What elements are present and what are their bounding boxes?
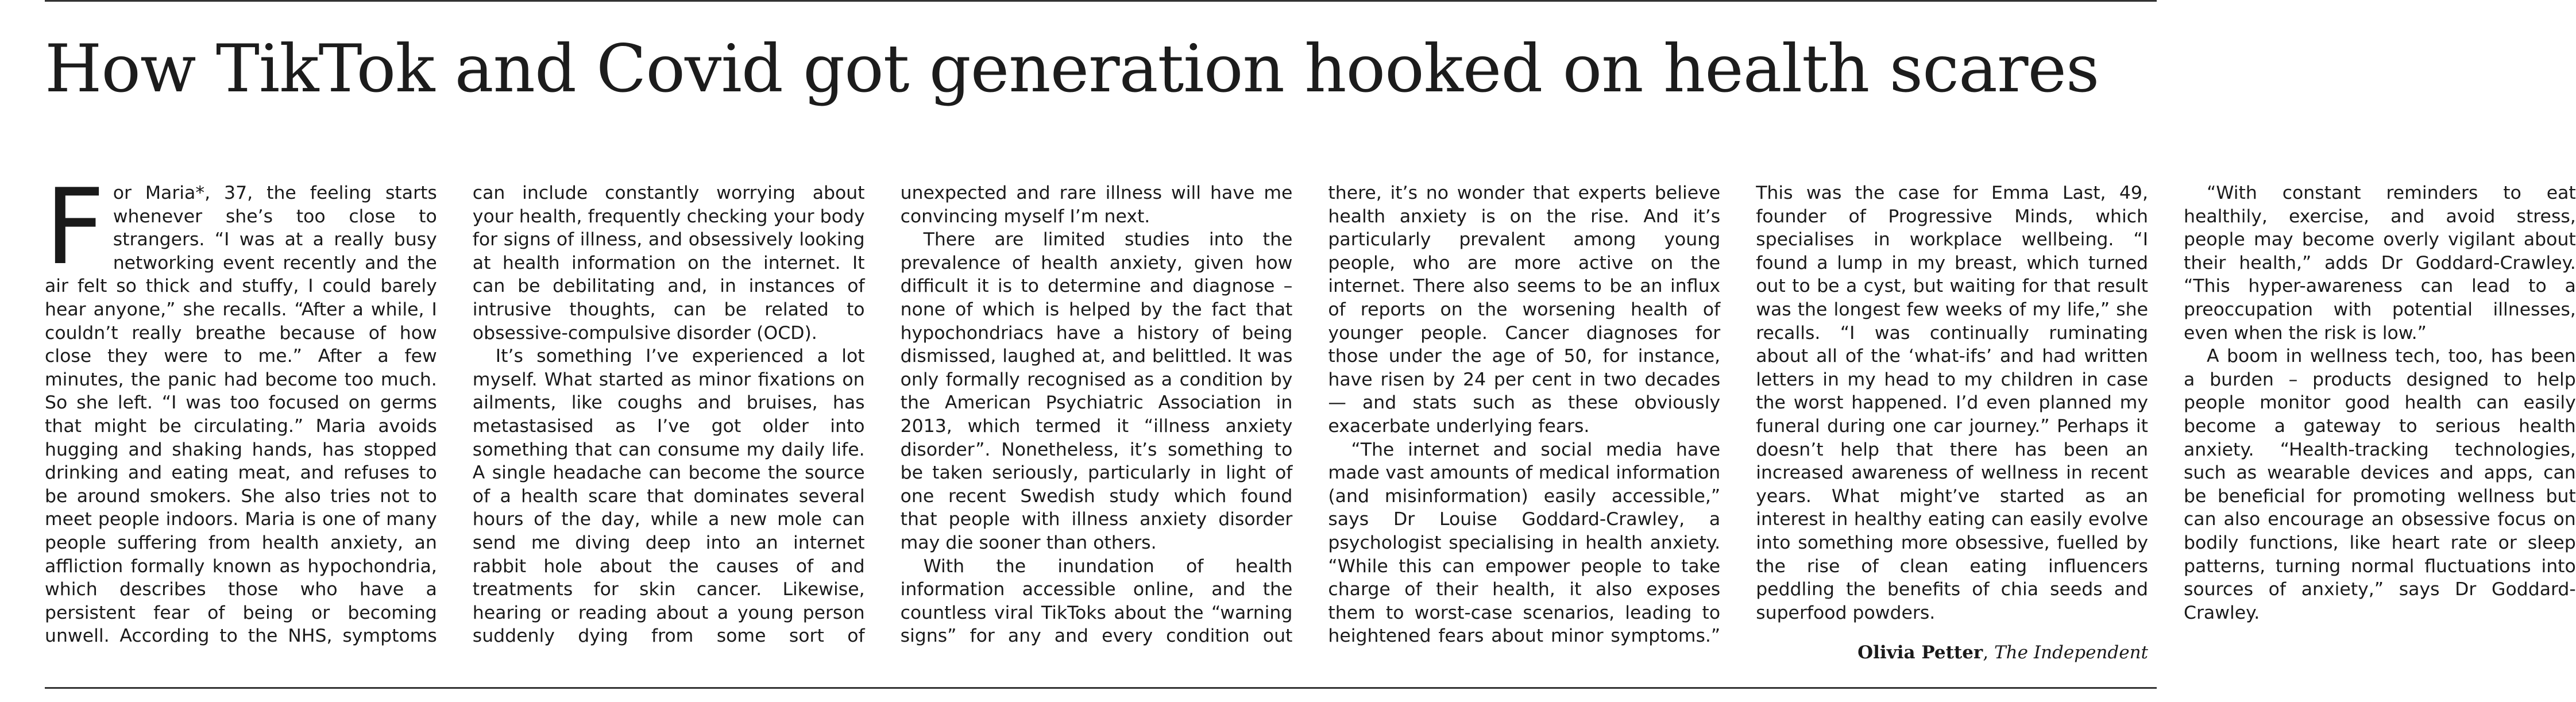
article-paragraph: There are limited studies into the prevalence of health anxiety, given how difficult it is to determine and diagnose – none of which is helped by the fact that hypochondriacs have a history of being dismissed, laughed at, and belittled. It was only formally recognised as a condition by the American Psychiatric Association in 2013, which termed it “illness anxiety disorder”. Nonetheless, it’s something to be taken seriously, particularly in light of one recent Swedish study which found that people with illness anxiety disorder may die sooner than others. [900, 229, 1293, 553]
first-paragraph-text: or Maria*, 37, the feeling starts whenever she’s too close to strangers. “I was at a really busy networking event recently and the air felt so thick and stuffy, I could barely hear anyone,” she recalls. “After a while, I couldn’t really breathe because of how close they were to me.” After a few minutes, the panic had become too much. So she left. “I was too focused on germs that might be circulating.” Maria avoids hugging and shaking hands, has stopped drinking and eating meat, and refuses to be around smokers. She also tries not to meet people indoors. Maria is one of many people suffering from health anxiety, an affliction formally known as hypochondria, which describes those who have a persistent fear of being or becoming unwell. According to the NHS, symptoms can include constantly worrying about your health, frequently checking your body for signs of illness, and obsessively looking at health information on the internet. It can be debilitating and, in instances of intrusive thoughts, can be related to obsessive-compulsive disorder (OCD). [45, 183, 865, 647]
article-paragraph: With the inundation of health information accessible online, and the countless viral TikToks about the “warning signs” for any and every condition out there, it’s no wonder that experts believe health anxiety is on the rise. And it’s particularly prevalent among young people, who are more active on the internet. There also seems to be an influx of reports on the worsening health of younger people. Cancer diagnoses for those under the age of 50, for instance, have risen by 24 per cent in two decades — and stats such as these obviously exacerbate underlying fears. [900, 183, 1721, 647]
bottom-rule [45, 687, 2157, 689]
drop-cap: F [45, 166, 105, 288]
article-paragraph: It’s something I’ve experienced a lot myself. What started as minor fixations on ailments, like coughs and bruises, has metastasised as I’ve got older into something that can consume my daily life. A single headache can become the source of a health scare that dominates several hours of the day, while a new mole can send me diving deep into an internet rabbit hole about the causes of and treatments for skin cancer. Likewise, hearing or reading about a young person suddenly dying from some sort of unexpected and rare illness will have me convincing myself I’m next. [472, 183, 1293, 647]
byline-author: Olivia Petter [1857, 642, 1983, 663]
top-rule [45, 0, 2157, 2]
article-paragraph: A boom in wellness tech, too, has been a burden – products designed to help people monitor good health can easily become a gateway to serious health anxiety. “Health-tracking technologies, such as wearable devices and apps, can be beneficial for promoting wellness but can also encourage an obsessive focus on bodily functions, like heart rate or sleep patterns, turning normal fluctuations into sources of anxiety,” says Dr Goddard-Crawley. [2183, 346, 2576, 623]
byline-publication: The Independent [1994, 642, 2148, 663]
byline-separator: , [1983, 642, 1989, 663]
article-body [45, 166, 2576, 670]
article-paragraph: “With constant reminders to eat healthily, exercise, and avoid stress, people may become overly vigilant about their health,” adds Dr Goddard-Crawley. “This hyper-awareness can lead to a preoccupation with potential illnesses, even when the risk is low.” [2183, 183, 2576, 344]
article-headline: How TikTok and Covid got generation hooked on health scares [45, 30, 2099, 107]
byline [1857, 641, 2148, 664]
article-paragraph: “The internet and social media have made vast amounts of medical information (and misinformation) easily accessible,” says Dr Louise Goddard-Crawley, a psychologist specialising in health anxiety. “While this can empower people to take charge of their health, it also exposes them to worst-case scenarios, leading to heightened fears about minor symptoms.” This was the case for Emma Last, 49, founder of Progressive Minds, which specialises in workplace wellbeing. “I found a lump in my breast, which turned out to be a cyst, but waiting for that result was the longest few weeks of my life,” she recalls. “I was continually ruminating about all of the ‘what-ifs’ and had written letters in my head to my children in case the worst happened. I’d even planned my funeral during one car journey.” Perhaps it doesn’t help that there has been an increased awareness of wellness in recent years. What might’ve started as an interest in healthy eating can easily evolve into something more obsessive, fuelled by the rise of clean eating influencers peddling the benefits of chia seeds and superfood powders. [1328, 183, 2148, 647]
